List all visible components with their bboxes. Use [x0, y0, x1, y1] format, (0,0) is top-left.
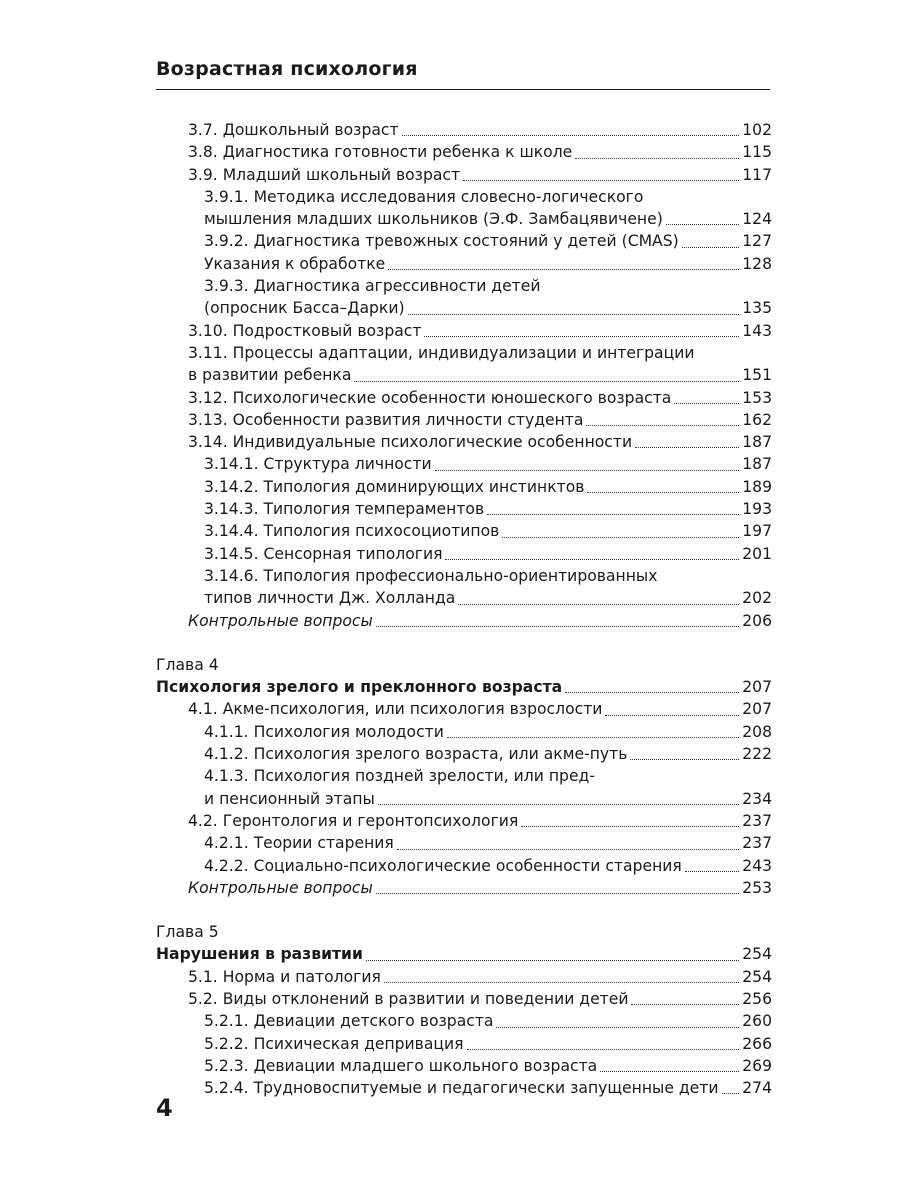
toc-entry-title: 3.9.2. Диагностика тревожных состояний у детей (CMAS): [204, 232, 679, 251]
toc-entry: [156, 342, 772, 364]
toc-entry-title: 3.12. Психологические особенности юношеского возраста: [188, 388, 672, 407]
toc-entry-page: 162: [742, 410, 772, 429]
dot-leader: [565, 692, 739, 693]
toc-entry-title: 3.14.4. Типология психосоциотипов: [204, 522, 500, 541]
toc-entry: [156, 943, 772, 965]
toc-entry-title: 5.2.3. Девиации младшего школьного возраста: [204, 1056, 598, 1075]
toc-entry: [156, 520, 772, 542]
toc-entry-title: 4.1.2. Психология зрелого возраста, или акме-путь: [204, 745, 628, 764]
toc-entry-title: 4.1. Акме-психология, или психология взрослости: [188, 700, 603, 719]
toc-entry-title: 3.9.1. Методика исследования словесно-логического: [204, 187, 644, 206]
toc-entry: [156, 208, 772, 230]
toc-entry-title: 5.2.2. Психическая депривация: [204, 1034, 464, 1053]
toc-entry-title: 3.14.2. Типология доминирующих инстинктов: [204, 477, 585, 496]
dot-leader: [447, 737, 739, 738]
toc-entry-page: 153: [742, 388, 772, 407]
dot-leader: [402, 135, 740, 136]
chapter-label: [156, 654, 772, 676]
toc-entry: [156, 409, 772, 431]
toc-entry: [156, 587, 772, 609]
toc-entry-page: 102: [742, 121, 772, 139]
dot-leader: [586, 425, 739, 426]
toc-entry-title: 4.2.2. Социально-психологические особенности старения: [204, 856, 682, 875]
toc-entry: [156, 966, 772, 988]
toc-entry-title: 3.14.3. Типология темпераментов: [204, 500, 485, 519]
header-rule: [156, 89, 770, 90]
toc-entry: [156, 788, 772, 810]
toc-entry: [156, 364, 772, 386]
toc-entry: [156, 543, 772, 565]
toc-entry: [156, 476, 772, 498]
toc-entry: [156, 320, 772, 342]
toc-entry: [156, 498, 772, 520]
dot-leader: [378, 804, 739, 805]
toc-entry-title: 3.14.5. Сенсорная типология: [204, 544, 443, 563]
toc-entry-page: 254: [742, 967, 772, 986]
toc-entry-page: 243: [742, 856, 772, 875]
toc-entry-title: 5.2. Виды отклонений в развитии и поведении детей: [188, 989, 629, 1008]
toc-entry-title: Психология зрелого и преклонного возраста: [156, 678, 563, 697]
toc-entry-page: 135: [742, 299, 772, 318]
toc-entry: [156, 810, 772, 832]
toc-entry: [156, 610, 772, 632]
dot-leader: [685, 871, 739, 872]
toc-entry-title: 4.1.3. Психология поздней зрелости, или пред-: [204, 767, 595, 786]
toc-entry-page: 234: [742, 789, 772, 808]
dot-leader: [605, 715, 739, 716]
toc-entry-page: 187: [742, 455, 772, 474]
toc-entry-page: 207: [742, 700, 772, 719]
dot-leader: [682, 247, 740, 248]
toc-entry-page: 193: [742, 500, 772, 519]
toc-entry: [156, 877, 772, 899]
toc-entry-title: 4.2. Геронтология и геронтопсихология: [188, 811, 519, 830]
toc-entry-page: 115: [742, 143, 772, 162]
toc-entry-title: 5.1. Норма и патология: [188, 967, 381, 986]
toc-entry-title: в развитии ребенка: [188, 366, 352, 385]
toc-entry-page: 124: [742, 210, 772, 229]
dot-leader: [575, 158, 739, 159]
dot-leader: [458, 604, 739, 605]
dot-leader: [666, 224, 739, 225]
toc-entry: [156, 765, 772, 787]
dot-leader: [521, 826, 739, 827]
table-of-contents: [156, 119, 772, 1099]
toc-entry-page: 253: [742, 878, 772, 897]
toc-entry-page: 187: [742, 433, 772, 452]
toc-entry-page: 202: [742, 589, 772, 608]
toc-entry-title: 4.2.1. Теории старения: [204, 834, 394, 853]
toc-entry-page: 143: [742, 321, 772, 340]
toc-entry-page: 197: [742, 522, 772, 541]
dot-leader: [487, 514, 739, 515]
toc-entry-page: 206: [742, 611, 772, 630]
page-number: 4: [156, 1094, 173, 1122]
dot-leader: [376, 626, 739, 627]
dot-leader: [397, 849, 739, 850]
toc-entry-page: 256: [742, 989, 772, 1008]
toc-entry-title: 3.14. Индивидуальные психологические особенности: [188, 433, 633, 452]
toc-entry: [156, 832, 772, 854]
toc-entry: [156, 1033, 772, 1055]
toc-entry: [156, 988, 772, 1010]
toc-entry-title: 5.2.1. Девиации детского возраста: [204, 1012, 494, 1031]
dot-leader: [388, 269, 739, 270]
dot-leader: [722, 1093, 740, 1094]
toc-entry: [156, 698, 772, 720]
dot-leader: [463, 180, 739, 181]
dot-leader: [408, 314, 740, 315]
dot-leader: [631, 1004, 739, 1005]
toc-entry: [156, 297, 772, 319]
toc-entry-page: 117: [742, 165, 772, 184]
toc-entry: [156, 275, 772, 297]
toc-entry-page: 208: [742, 722, 772, 741]
toc-entry: [156, 164, 772, 186]
dot-leader: [496, 1027, 739, 1028]
toc-entry-title: 3.9. Младший школьный возраст: [188, 165, 461, 184]
toc-entry-page: 128: [742, 254, 772, 273]
toc-entry-title: Нарушения в развитии: [156, 945, 363, 964]
toc-entry: [156, 676, 772, 698]
dot-leader: [502, 537, 739, 538]
toc-entry: [156, 1055, 772, 1077]
toc-entry-page: 201: [742, 544, 772, 563]
toc-entry-title: Глава 5: [156, 923, 219, 942]
dot-leader: [635, 447, 739, 448]
toc-entry: [156, 141, 772, 163]
dot-leader: [384, 982, 739, 983]
toc-entry: [156, 1010, 772, 1032]
toc-entry-title: 3.9.3. Диагностика агрессивности детей: [204, 277, 541, 296]
toc-entry-page: 207: [742, 678, 772, 697]
toc-entry: [156, 721, 772, 743]
toc-entry-page: 254: [742, 945, 772, 964]
toc-entry-title: 3.10. Подростковый возраст: [188, 321, 422, 340]
toc-entry-title: (опросник Басса–Дарки): [204, 299, 405, 318]
toc-entry-title: мышления младших школьников (Э.Ф. Замбацявичене): [204, 210, 663, 229]
toc-entry-title: Указания к обработке: [204, 254, 386, 273]
toc-entry-title: 3.11. Процессы адаптации, индивидуализации и интеграции: [188, 343, 695, 362]
toc-entry: [156, 230, 772, 252]
toc-entry-page: 237: [742, 834, 772, 853]
toc-entry-page: 237: [742, 811, 772, 830]
toc-entry: [156, 1077, 772, 1099]
dot-leader: [445, 559, 739, 560]
dot-leader: [630, 759, 739, 760]
toc-entry: [156, 565, 772, 587]
toc-entry: [156, 387, 772, 409]
dot-leader: [376, 893, 739, 894]
toc-entry-title: Контрольные вопросы: [188, 878, 373, 897]
toc-entry: [156, 743, 772, 765]
toc-entry-page: 151: [742, 366, 772, 385]
running-head-title: Возрастная психология: [156, 58, 418, 80]
toc-entry-page: 274: [742, 1079, 772, 1098]
dot-leader: [587, 492, 739, 493]
dot-leader: [467, 1049, 740, 1050]
toc-entry: [156, 253, 772, 275]
chapter-label: [156, 921, 772, 943]
toc-entry-title: Контрольные вопросы: [188, 611, 373, 630]
toc-entry-title: 3.13. Особенности развития личности студента: [188, 410, 584, 429]
toc-entry-title: и пенсионный этапы: [204, 789, 375, 808]
toc-entry-title: 5.2.4. Трудновоспитуемые и педагогически запущенные дети: [204, 1079, 719, 1098]
toc-entry-page: 269: [742, 1056, 772, 1075]
toc-entry: [156, 453, 772, 475]
toc-entry-title: 3.14.1. Структура личности: [204, 455, 432, 474]
dot-leader: [435, 470, 740, 471]
toc-entry: [156, 855, 772, 877]
toc-entry-page: 222: [742, 745, 772, 764]
toc-entry: [156, 431, 772, 453]
toc-entry: [156, 186, 772, 208]
toc-entry-title: Глава 4: [156, 655, 219, 674]
toc-entry-page: 127: [742, 232, 772, 251]
toc-entry-title: 3.8. Диагностика готовности ребенка к школе: [188, 143, 573, 162]
toc-entry-title: 3.14.6. Типология профессионально-ориентированных: [204, 566, 658, 585]
dot-leader: [600, 1071, 739, 1072]
dot-leader: [354, 381, 739, 382]
toc-entry-title: 4.1.1. Психология молодости: [204, 722, 444, 741]
toc-entry-page: 266: [742, 1034, 772, 1053]
toc-entry-title: 3.7. Дошкольный возраст: [188, 121, 399, 139]
toc-entry: [156, 119, 772, 141]
dot-leader: [424, 336, 739, 337]
dot-leader: [674, 403, 739, 404]
toc-entry-page: 189: [742, 477, 772, 496]
dot-leader: [366, 960, 739, 961]
toc-entry-page: 260: [742, 1012, 772, 1031]
toc-entry-title: типов личности Дж. Холланда: [204, 589, 456, 608]
